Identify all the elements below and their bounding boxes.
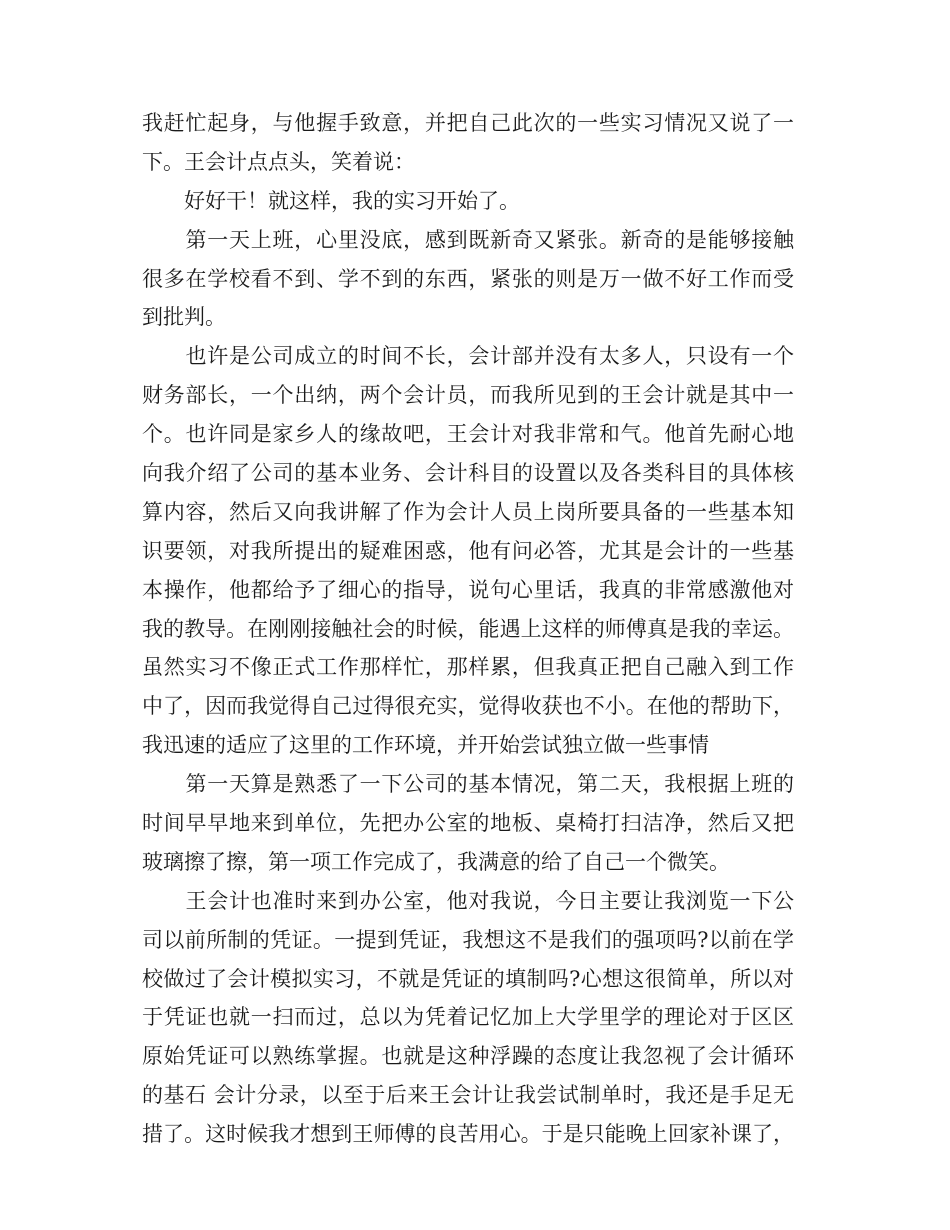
text-line: 个。也许同是家乡人的缘故吧，王会计对我非常和气。他首先耐心地 (142, 422, 794, 447)
text-line: 时间早早地来到单位，先把办公室的地板、桌椅打扫洁净，然后又把 (142, 811, 794, 836)
text-line: 到批判。 (142, 305, 226, 330)
text-line: 本操作，他都给予了细心的指导，说句心里话，我真的非常感激他对 (142, 577, 794, 602)
text-line: 第一天上班，心里没底，感到既新奇又紧张。新奇的是能够接触 (142, 227, 794, 252)
document-body (142, 104, 812, 1154)
text-line: 措了。这时候我才想到王师傅的良苦用心。于是只能晚上回家补课了， (142, 1122, 794, 1147)
text-line: 我迅速的适应了这里的工作环境，并开始尝试独立做一些事情 (142, 733, 709, 758)
text-line: 向我介绍了公司的基本业务、会计科目的设置以及各类科目的具体核 (142, 461, 794, 486)
text-line: 校做过了会计模拟实习，不就是凭证的填制吗?心想这很简单，所以对 (142, 966, 794, 991)
text-line: 算内容，然后又向我讲解了作为会计人员上岗所要具备的一些基本知 (142, 499, 794, 524)
text-line: 的基石 会计分录，以至于后来王会计让我尝试制单时，我还是手足无 (142, 1083, 794, 1108)
text-line: 下。王会计点点头，笑着说： (142, 149, 415, 174)
text-line: 于凭证也就一扫而过，总以为凭着记忆加上大学里学的理论对于区区 (142, 1005, 794, 1030)
text-line: 财务部长，一个出纳，两个会计员，而我所见到的王会计就是其中一 (142, 383, 794, 408)
text-line: 王会计也准时来到办公室，他对我说，今日主要让我浏览一下公 (142, 888, 794, 913)
text-line: 原始凭证可以熟练掌握。也就是这种浮躁的态度让我忽视了会计循环 (142, 1044, 794, 1069)
text-line: 虽然实习不像正式工作那样忙，那样累，但我真正把自己融入到工作 (142, 655, 794, 680)
text-line: 第一天算是熟悉了一下公司的基本情况，第二天，我根据上班的 (142, 772, 794, 797)
text-line: 很多在学校看不到、学不到的东西，紧张的则是万一做不好工作而受 (142, 266, 794, 291)
text-line: 好好干！就这样，我的实习开始了。 (142, 188, 520, 213)
text-line: 我的教导。在刚刚接触社会的时候，能遇上这样的师傅真是我的幸运。 (142, 616, 794, 641)
text-line: 司以前所制的凭证。一提到凭证，我想这不是我们的强项吗?以前在学 (142, 927, 794, 952)
text-line: 我赶忙起身，与他握手致意，并把自己此次的一些实习情况又说了一 (142, 111, 794, 135)
text-line: 玻璃擦了擦，第一项工作完成了，我满意的给了自己一个微笑。 (142, 849, 730, 874)
text-line: 中了，因而我觉得自己过得很充实，觉得收获也不小。在他的帮助下， (142, 694, 794, 719)
text-line: 识要领，对我所提出的疑难困惑，他有问必答，尤其是会计的一些基 (142, 538, 794, 563)
text-line: 也许是公司成立的时间不长，会计部并没有太多人，只设有一个 (142, 344, 794, 369)
